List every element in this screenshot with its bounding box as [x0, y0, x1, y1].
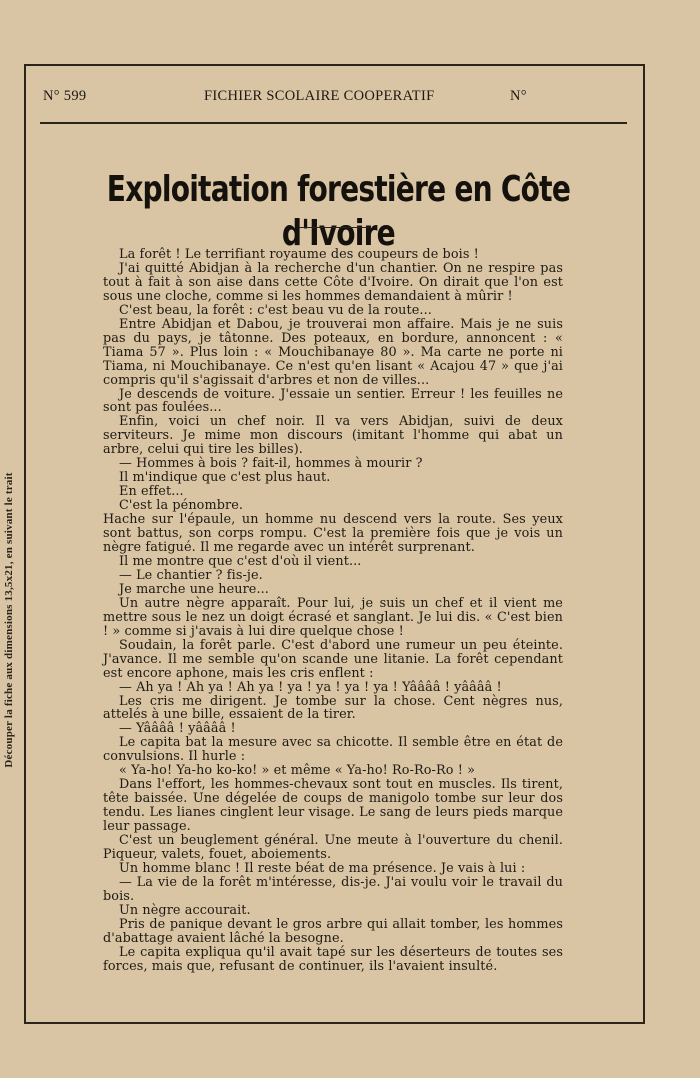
- sheet-number: N° 599: [43, 88, 87, 104]
- sheet-number-right: N°: [510, 88, 527, 104]
- publication-title: FICHIER SCOLAIRE COOPERATIF: [204, 88, 435, 104]
- header-rule: [40, 122, 627, 124]
- article-title: Exploitation forestière en Côte d'Ivoire: [106, 169, 571, 254]
- title-rule: [299, 227, 369, 228]
- article-body: [103, 248, 563, 974]
- paragraph: C'est un beuglement général. Une meute à l'ouverture du chenil. Piqueur, valets, fouet, aboiements.: [103, 833, 563, 862]
- cut-instruction: Découper la fiche aux dimensions 13,5x21, en suivant le trait: [3, 472, 15, 768]
- paragraph: — Hommes à bois ? fait-il, hommes à mourir ?: [119, 456, 423, 472]
- paragraph: En effet...: [119, 484, 184, 500]
- paragraph: Il me montre que c'est d'où il vient...: [119, 553, 362, 569]
- paragraph: Je descends de voiture. J'essaie un sentier. Erreur ! les feuilles ne sont pas foulées...: [103, 386, 563, 416]
- paragraph: Le capita expliqua qu'il avait tapé sur les déserteurs de toutes ses forces, mais que, refusant de continuer, ils l'avaient insulté.: [103, 944, 563, 974]
- paragraph: Enfin, voici un chef noir. Il va vers Abidjan, suivi de deux serviteurs. Je mime mon discours (imitant l'homme qui abat un arbre, celui qui tire les billes).: [103, 414, 563, 458]
- paragraph: J'ai quitté Abidjan à la recherche d'un chantier. On ne respire pas tout à fait à son aise dans cette Côte d'Ivoire. On dirait que l'on est sous une cloche, comme si les hommes demandaient à mûrir !: [103, 260, 563, 304]
- paragraph: Dans l'effort, les hommes-chevaux sont tout en muscles. Ils tirent, tête baissée. Une dégelée de coups de manigolo tombe sur leur dos tendu. Les lianes cinglent leur visage. Le sang de leurs pieds marque leur passage.: [103, 777, 563, 835]
- paragraph: — Le chantier ? fis-je.: [119, 567, 263, 583]
- paragraph: Le capita bat la mesure avec sa chicotte. Il semble être en état de convulsions. Il hurle :: [103, 735, 563, 765]
- paragraph: C'est la pénombre.: [119, 498, 244, 514]
- paragraph: Il m'indique que c'est plus haut.: [119, 470, 331, 486]
- paragraph: La forêt ! Le terrifiant royaume des coupeurs de bois !: [119, 247, 479, 262]
- paragraph: Hache sur l'épaule, un homme nu descend vers la route. Ses yeux sont battus, son corps rompu. C'est la première fois que je vois un nègre fatigué. Il me regarde avec un intérêt surprenant.: [103, 512, 563, 556]
- paragraph: C'est beau, la forêt : c'est beau vu de la route...: [119, 302, 432, 318]
- paragraph: Les cris me dirigent. Je tombe sur la chose. Cent nègres nus, attelés à une bille, essaient de la tirer.: [103, 693, 563, 723]
- paragraph: « Ya-ho! Ya-ho ko-ko! » et même « Ya-ho! Ro-Ro-Ro ! »: [119, 763, 476, 779]
- paragraph: Je marche une heure...: [119, 581, 269, 597]
- paragraph: Un nègre accourait.: [119, 902, 251, 918]
- paragraph: Un homme blanc ! Il reste béat de ma présence. Je vais à lui :: [119, 860, 526, 876]
- paragraph: — La vie de la forêt m'intéresse, dis-je. J'ai voulu voir le travail du bois.: [103, 874, 563, 904]
- paragraph: — Ah ya ! Ah ya ! Ah ya ! ya ! ya ! ya ! ya ! Yââââ ! yââââ !: [119, 679, 502, 695]
- paragraph: Entre Abidjan et Dabou, je trouverai mon affaire. Mais je ne suis pas du pays, je tâtonne. Des poteaux, en bordure, annoncent : « Tiama 57 ». Plus loin : « Mouchibanaye 80 ». Ma carte ne porte ni Tiama, ni Mouchibanaye. Ce n'est qu'en lisant « Acajou 47 » que j'ai compris qu'il s'agissait d'arbres et non de villes...: [103, 316, 563, 388]
- paragraph: Un autre nègre apparaît. Pour lui, je suis un chef et il vient me mettre sous le nez un doigt écrasé et sanglant. Je lui dis. « C'est bien ! » comme si j'avais à lui dire quelque chose !: [103, 595, 563, 639]
- paragraph: Soudain, la forêt parle. C'est d'abord une rumeur un peu éteinte. J'avance. Il me semble qu'on scande une litanie. La forêt cependant est encore aphone, mais les cris enflent :: [103, 637, 563, 681]
- paragraph: Pris de panique devant le gros arbre qui allait tomber, les hommes d'abattage avaient lâché la besogne.: [103, 916, 563, 946]
- paragraph: — Yââââ ! yââââ !: [119, 721, 236, 737]
